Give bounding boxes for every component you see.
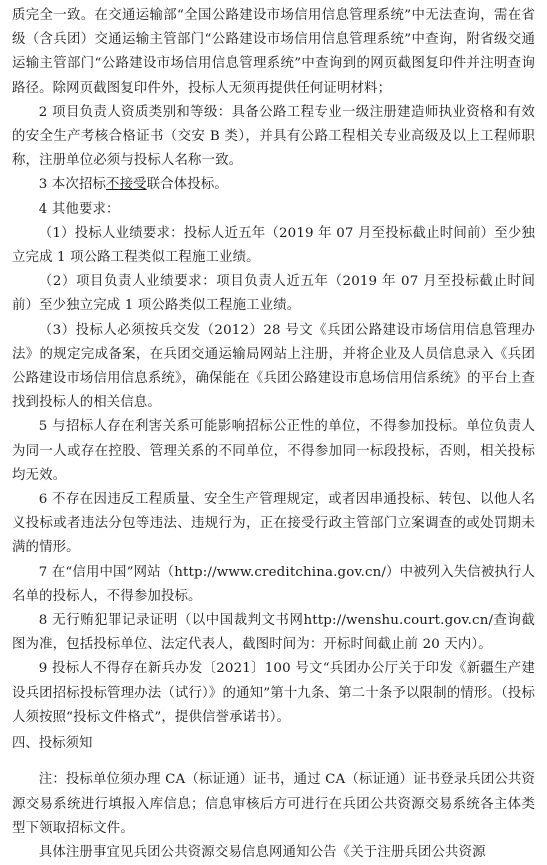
jv-text-post: 联合体投标。 (146, 177, 228, 193)
paragraph-bribery-record: 8 无行贿犯罪记录证明（以中国裁判文书网http://wenshu.court.gov.cn/查询截图为准，包括投标单位、法定代表人，截图时间为：开标时间截止前 20 天内）。 (12, 613, 535, 653)
paragraph-credit-china: 7 在“信用中国”网站（http://www.creditchina.gov.cn/）中被列入失信被执行人名单的投标人，不得参加投标。 (12, 564, 536, 604)
paragraph-ca-note: 注：投标单位须办理 CA（标证通）证书，通过 CA（标证通）证书登录兵团公共资源交易系统进行填报入库信息；信息审核后方可进行在兵团公共资源交易系统各主体类型下领取招标文件。 (12, 772, 535, 836)
paragraph-bidder-performance: （1）投标人业绩要求：投标人近五年（2019 年 07 月至投标截止时间前）至少独立完成 1 项公路工程类似工程施工业绩。 (12, 225, 535, 266)
jv-text-pre: 3 本次招标 (38, 177, 107, 193)
jv-text-underlined: 不接受 (106, 177, 147, 193)
paragraph-registration-details: 具体注册事宜见兵团公共资源交易信息网通知公告《关于注册兵团公共资源 (38, 844, 486, 860)
paragraph-violations: 6 不存在因违反工程质量、安全生产管理规定，或者因串通投标、转包、以他人名义投标或者违法分包等违法、违规行为，正在接受行政主管部门立案调查的或处罚期未满的情形。 (12, 492, 535, 556)
paragraph-restrictions: 9 投标人不得存在新兵办发〔2021〕100 号文“兵团办公厅关于印发《新疆生产建设兵团招标投标管理办法（试行）》的通知”第十九条、第二十条予以限制的情形。（投标人须按照“投标文件格式”，提供信誉承诺书）。 (12, 661, 535, 725)
paragraph-pm-qualification: 2 项目负责人资质类别和等级：具备公路工程专业一级注册建造师执业资格和有效的安全生产考核合格证书（交安 B 类），并具有公路工程相关专业高级及以上工程师职称，注册单位必须与投标人名称一致。 (12, 104, 535, 169)
paragraph-credit-query: 质完全一致。在交通运输部“全国公路建设市场信用信息管理系统”中无法查询，需在省级（含兵团）交通运输主管部门“公路建设市场信用信息管理系统”中查询，附省级交通运输主管部门“公路建设市场信用信息管理系统”中查询到的网页截图复印件并注明查询路径。除网页截图复印件外，投标人无须再提供任何证明材料； (12, 8, 535, 96)
paragraph-pm-performance: （2）项目负责人业绩要求：项目负责人近五年（2019 年 07 月至投标截止时间前）至少独立完成 1 项公路类似工程施工业绩。 (12, 274, 535, 314)
paragraph-conflict-of-interest: 5 与招标人存在利害关系可能影响招标公正性的单位，不得参加投标。单位负责人为同一人或存在控股、管理关系的不同单位，不得参加同一标段投标，否则，相关投标均无效。 (12, 419, 535, 483)
paragraph-registration: （3）投标人必须按兵交发（2012）28 号文《兵团公路建设市场信用信息管理办法》的规定完成备案，在兵团交通运输局网站上注册，并将企业及人员信息录入《兵团公路建设市场信用信息系统》，确保能在《兵团公路建设市息场信用信系统》的平台上查找到投标人的相关信息。 (12, 322, 535, 411)
section-heading-bid-notice: 四、投标须知 (12, 736, 93, 752)
paragraph-other-requirements: 4 其他要求： (38, 201, 120, 217)
paragraph-joint-venture (12, 173, 535, 197)
